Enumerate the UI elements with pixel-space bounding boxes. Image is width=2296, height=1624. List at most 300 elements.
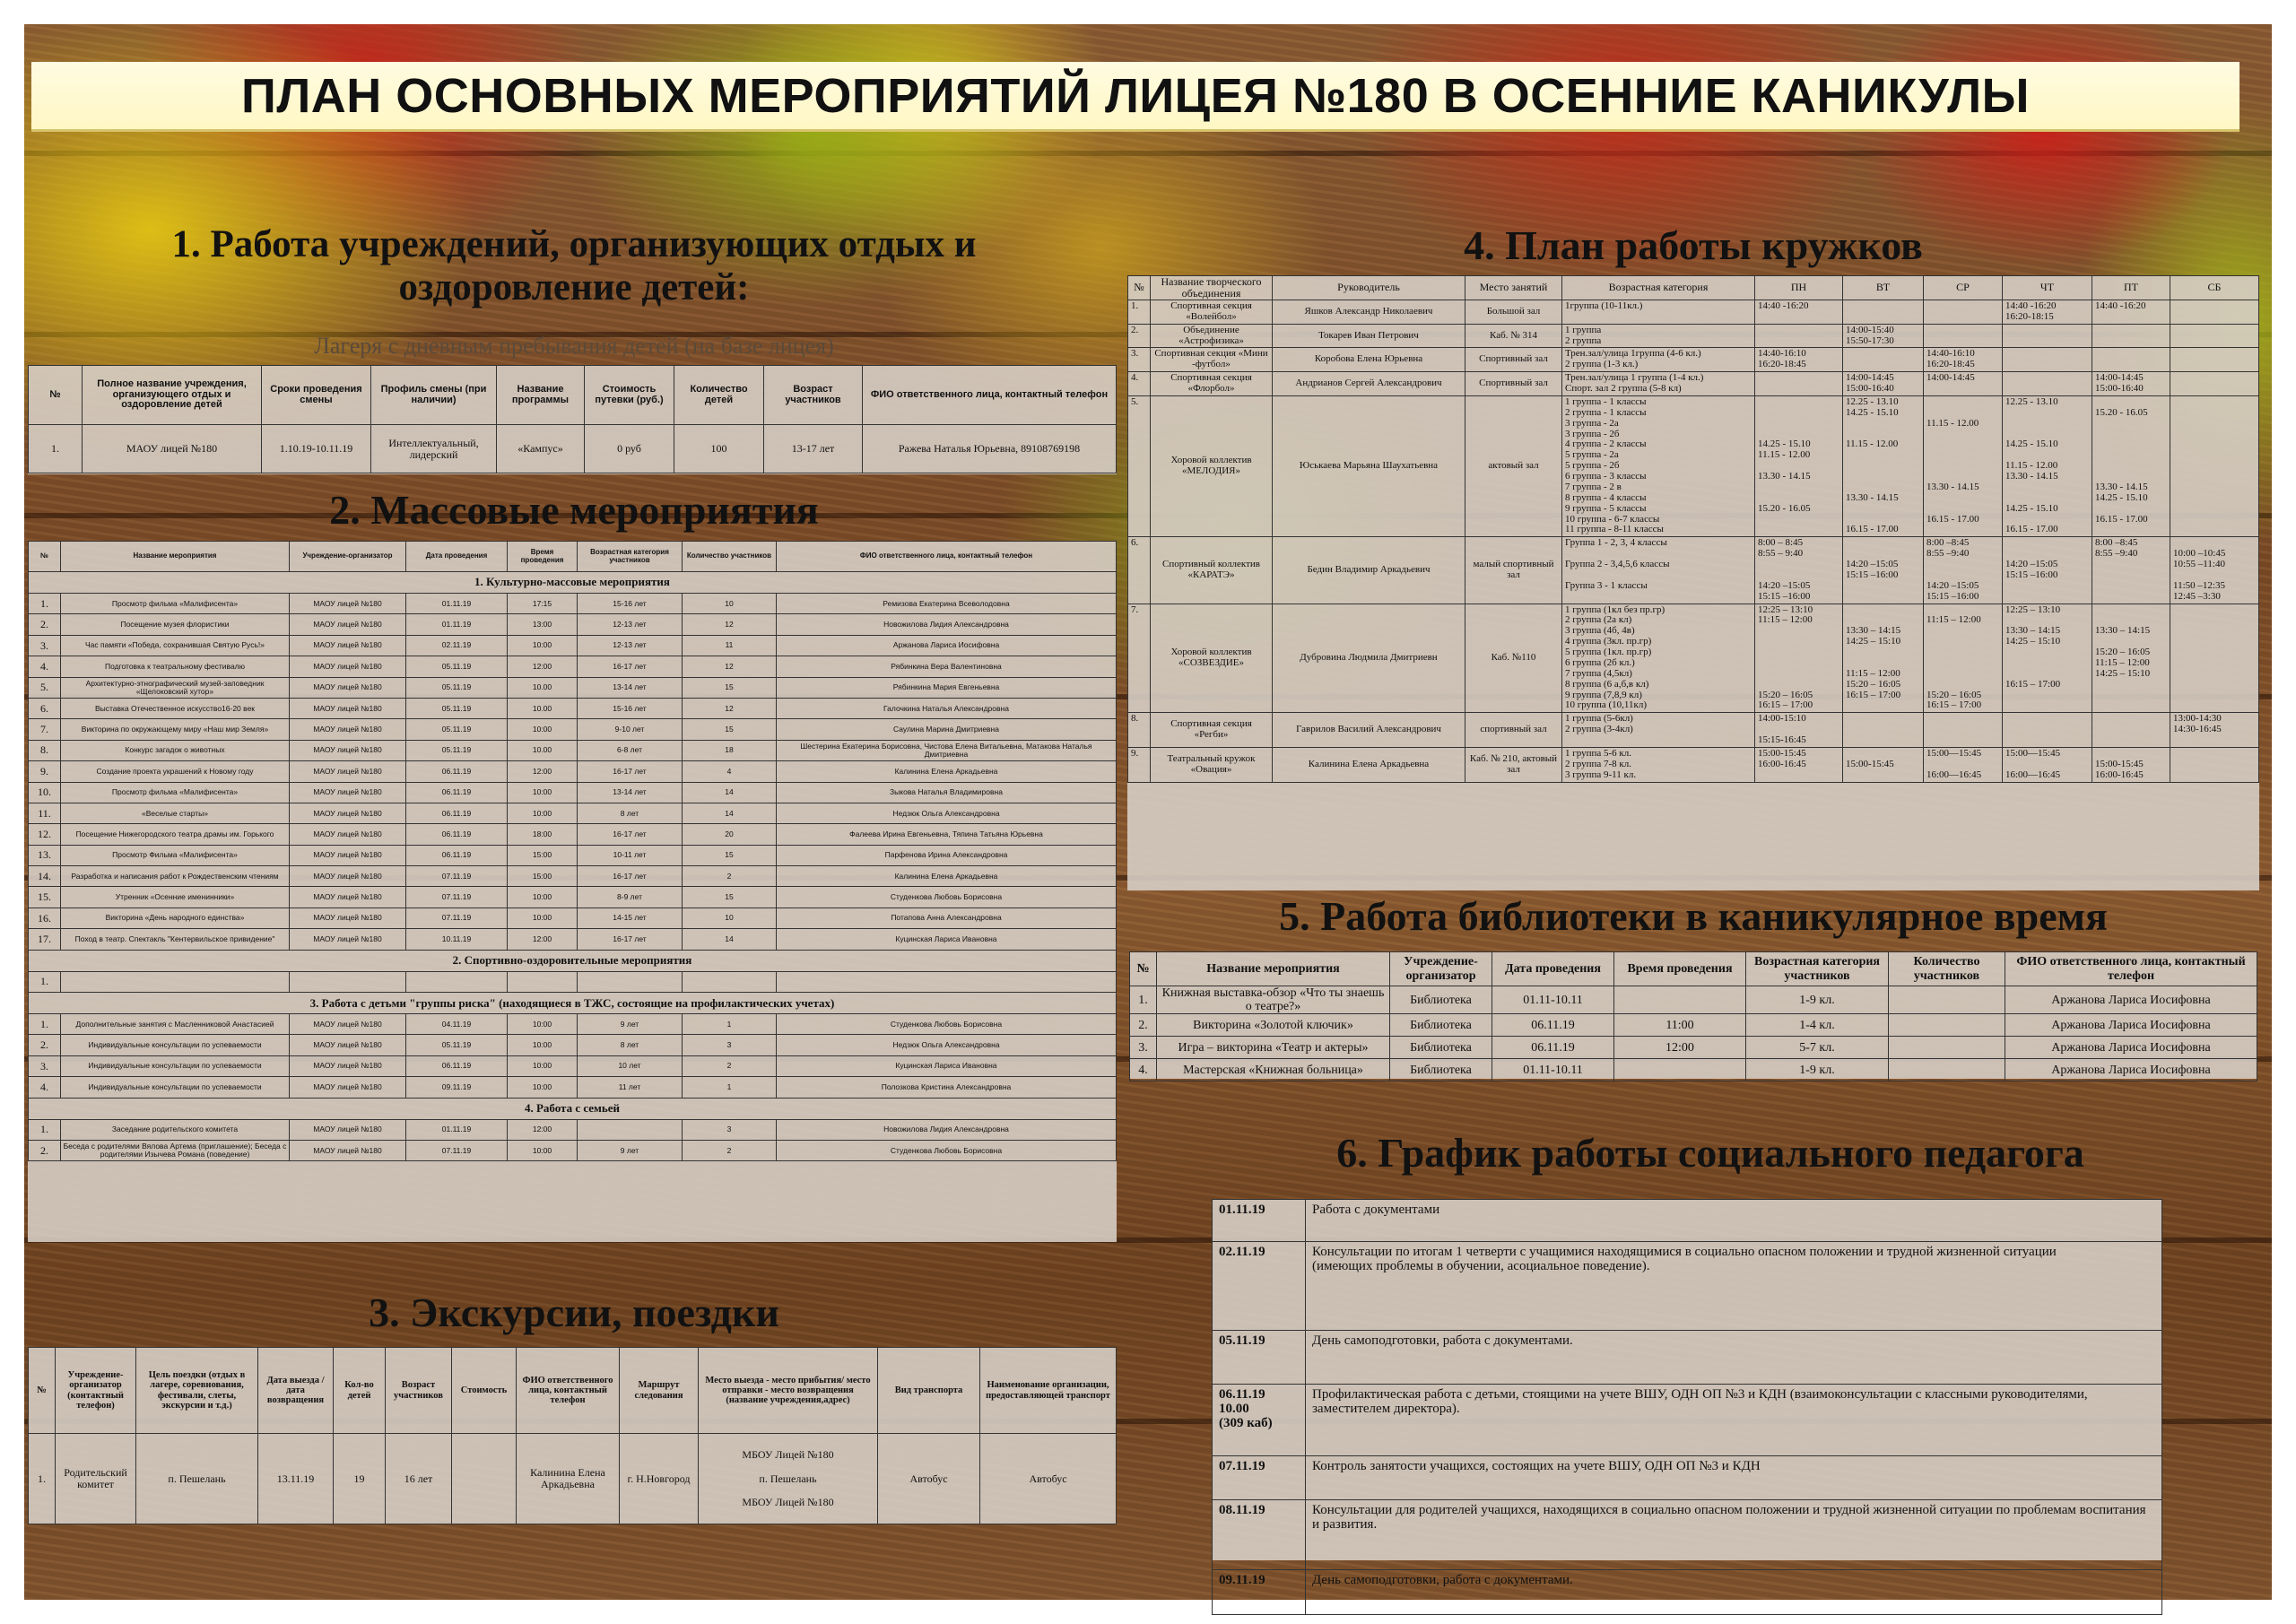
- table-cell: 01.11-10.11: [1492, 1059, 1614, 1081]
- table-cell: 06.11.19: [406, 1055, 508, 1076]
- table-cell: 11.15 - 12.00 13.30 - 14.15 16.15 - 17.00: [1924, 395, 2003, 536]
- s1-table: [28, 365, 1117, 473]
- table-row: [29, 594, 1117, 614]
- page-title: ПЛАН ОСНОВНЫХ МЕРОПРИЯТИЙ ЛИЦЕЯ №180 В ОСЕННИЕ КАНИКУЛЫ: [241, 68, 2030, 123]
- table-cell: Библиотека: [1390, 1059, 1492, 1081]
- schedule-row: [1213, 1500, 2162, 1570]
- table-cell: МАОУ лицей №180: [290, 929, 406, 950]
- s1-title: [31, 223, 1117, 309]
- table-cell: 18:00: [508, 824, 578, 845]
- table-cell: [777, 971, 1117, 992]
- table-cell: Игра – викторина «Театр и актеры»: [1157, 1037, 1390, 1059]
- table-cell: 18: [683, 740, 777, 760]
- table-cell: 15-16 лет: [578, 698, 683, 718]
- table-cell: 10: [683, 908, 777, 928]
- table-cell: [452, 1434, 517, 1524]
- table-cell: 14:40 -16:20: [1755, 300, 1843, 324]
- s2-table: [28, 541, 1117, 1161]
- column-header: ЧТ: [2003, 276, 2092, 300]
- column-header: №: [1128, 276, 1151, 300]
- table-row: [1130, 986, 2257, 1014]
- s1-table-panel: [28, 365, 1117, 474]
- table-cell: 16-17 лет: [578, 761, 683, 782]
- column-header: ФИО ответственного лица, контактный телефон: [2005, 952, 2257, 986]
- column-header: Дата проведения: [406, 542, 508, 572]
- column-header: ВТ: [1843, 276, 1924, 300]
- column-header: Руководитель: [1273, 276, 1465, 300]
- table-cell: Выставка Отечественное искусство16-20 век: [61, 698, 290, 718]
- table-cell: спортивный зал: [1465, 713, 1562, 748]
- column-header: Время проведения: [1614, 952, 1746, 986]
- table-cell: МАОУ лицей №180: [290, 614, 406, 635]
- table-cell: МАОУ лицей №180: [290, 866, 406, 887]
- table-row: [29, 761, 1117, 782]
- table-row: [29, 929, 1117, 950]
- column-header: Кол-во детей: [334, 1348, 386, 1434]
- table-cell: Библиотека: [1390, 1014, 1492, 1037]
- table-cell: [2170, 395, 2259, 536]
- table-row: [29, 782, 1117, 803]
- table-cell: 12: [683, 698, 777, 718]
- table-cell: 2.: [29, 1035, 61, 1055]
- table-cell: 15: [683, 845, 777, 865]
- table-row: [29, 677, 1117, 698]
- table-cell: 13-14 лет: [578, 677, 683, 698]
- table-cell: [1614, 986, 1746, 1014]
- table-row: [29, 908, 1117, 928]
- table-cell: 9-10 лет: [578, 719, 683, 740]
- table-cell: 10:00: [508, 782, 578, 803]
- column-header: Учреждение-организатор: [290, 542, 406, 572]
- table-cell: [2170, 372, 2259, 396]
- column-header: Количество участников: [1889, 952, 2005, 986]
- schedule-date: 01.11.19: [1213, 1200, 1306, 1242]
- table-cell: Заседание родительского комитета: [61, 1119, 290, 1140]
- table-cell: 05.11.19: [406, 698, 508, 718]
- table-cell: 2.: [29, 614, 61, 635]
- table-cell: 15:00—15:45 16:00—16:45: [2003, 747, 2092, 782]
- table-cell: 1 группа (1кл без пр.гр) 2 группа (2а кл) 3 группа (4б, 4в) 4 группа (3кл. пр.гр) 5 группа (1кл. пр.гр) 6 группа (2б кл.) 7 группа (4,5кл) 8 группа (6 а,б,в кл) 9 группа (7,8,9 кл) 10 группа (10,11кл): [1562, 604, 1755, 713]
- table-cell: Аржанова Лариса Иосифовна: [2005, 986, 2257, 1014]
- table-cell: 1 группа 2 группа: [1562, 324, 1755, 348]
- table-cell: 12.25 - 13.10 14.25 - 15.10 11.15 - 12.00 13.30 - 14.15 16.15 - 17.00: [1843, 395, 1924, 536]
- table-cell: 12:00: [508, 1119, 578, 1140]
- s1-title-line-a: 1. Работа учреждений, организующих отдых и: [171, 223, 977, 265]
- table-cell: [1889, 1037, 2005, 1059]
- table-cell: [1755, 324, 1843, 348]
- table-cell: 15: [683, 719, 777, 740]
- column-header: Место выезда - место прибытия/ место отправки - место возвращения (название учреждения,адрес): [699, 1348, 878, 1434]
- category-label: 1. Культурно-массовые мероприятия: [29, 572, 1117, 594]
- table-cell: Студенкова Любовь Борисовна: [777, 1014, 1117, 1035]
- table-cell: МАОУ лицей №180: [290, 635, 406, 656]
- table-cell: 1 группа - 1 классы 2 группа - 1 классы 3 группа - 2а 3 группа - 2б 4 группа - 2 классы 5 группа - 2а 5 группа - 2б 6 группа - 3 классы 7 группа - 2 в 8 группа - 4 классы 9 группа - 5 классы 10 группа - 6-7 классы 11 группа - 8-11 классы: [1562, 395, 1755, 536]
- s3-header-row: [29, 1348, 1117, 1434]
- table-cell: малый спортивный зал: [1465, 537, 1562, 604]
- table-cell: 5.: [1128, 395, 1151, 536]
- schedule-text: Консультации по итогам 1 четверти с учащимися находящимися в социально опасном положении и трудной жизненной ситуации (имеющих проблемы в обучении, асоциальное поведение).: [1306, 1242, 2162, 1331]
- s5-table-panel: [1129, 951, 2257, 1079]
- table-cell: Викторина «Золотой ключик»: [1157, 1014, 1390, 1037]
- club-row: [1128, 324, 2259, 348]
- table-cell: 10.: [29, 782, 61, 803]
- table-cell: 13:30 – 14:15 14:25 – 15:10 11:15 – 12:00 15:20 – 16:05 16:15 – 17:00: [1843, 604, 1924, 713]
- table-row: [29, 866, 1117, 887]
- s6-table: [1212, 1199, 2162, 1615]
- table-cell: 1.: [29, 971, 61, 992]
- table-cell: 16 лет: [386, 1434, 452, 1524]
- table-cell: 4.: [29, 1077, 61, 1098]
- table-cell: [406, 971, 508, 992]
- table-cell: 05.11.19: [406, 656, 508, 677]
- table-cell: 8 лет: [578, 1035, 683, 1055]
- table-cell: 10: [683, 594, 777, 614]
- table-cell: 0 руб: [585, 425, 674, 473]
- table-cell: [508, 971, 578, 992]
- schedule-text: День самоподготовки, работа с документами.: [1306, 1570, 2162, 1615]
- table-cell: Конкурс загадок о животных: [61, 740, 290, 760]
- s2-title: 2. Массовые мероприятия: [329, 487, 819, 533]
- table-row: [29, 614, 1117, 635]
- table-cell: 04.11.19: [406, 1014, 508, 1035]
- table-cell: 15: [683, 887, 777, 908]
- table-cell: 2: [683, 1055, 777, 1076]
- column-header: ФИО ответственного лица, контактный телефон: [863, 366, 1117, 425]
- s3-table-panel: [28, 1347, 1117, 1524]
- table-cell: Поход в театр. Спектакль "Кентервильское привидение": [61, 929, 290, 950]
- table-cell: 20: [683, 824, 777, 845]
- s4-title: 4. План работы кружков: [1464, 222, 1923, 268]
- column-header: Цель поездки (отдых в лагере, соревнования, фестивали, слеты, экскурсии и т.д.): [136, 1348, 258, 1434]
- table-cell: 10.00: [508, 740, 578, 760]
- table-cell: 2: [683, 1140, 777, 1160]
- table-row: [29, 803, 1117, 823]
- schedule-row: [1213, 1331, 2162, 1385]
- table-cell: Создание проекта украшений к Новому году: [61, 761, 290, 782]
- table-cell: 10:00: [508, 803, 578, 823]
- table-cell: МАОУ лицей №180: [290, 887, 406, 908]
- table-cell: 11: [683, 635, 777, 656]
- table-cell: Хоровой коллектив «СОЗВЕЗДИЕ»: [1151, 604, 1273, 713]
- table-cell: 9 лет: [578, 1140, 683, 1160]
- table-cell: 12:25 – 13:10 11:15 – 12:00 15:20 – 16:05 16:15 – 17:00: [1755, 604, 1843, 713]
- table-cell: 06.11.19: [406, 761, 508, 782]
- table-cell: 1группа (10-11кл.): [1562, 300, 1755, 324]
- table-cell: [1889, 986, 2005, 1014]
- table-cell: Недзюк Ольга Александровна: [777, 803, 1117, 823]
- table-cell: 4.: [1128, 372, 1151, 396]
- table-cell: 6.: [1128, 537, 1151, 604]
- table-cell: 4.: [1130, 1059, 1157, 1081]
- table-cell: 05.11.19: [406, 719, 508, 740]
- table-cell: Ражева Наталья Юрьевна, 89108769198: [863, 425, 1117, 473]
- table-cell: 9 лет: [578, 1014, 683, 1035]
- table-cell: 06.11.19: [1492, 1037, 1614, 1059]
- column-header: Вид транспорта: [878, 1348, 980, 1434]
- schedule-row: [1213, 1570, 2162, 1615]
- club-row: [1128, 300, 2259, 324]
- table-row: [29, 845, 1117, 865]
- table-cell: Спортивный зал: [1465, 372, 1562, 396]
- table-row: [29, 656, 1117, 677]
- table-cell: Недзюк Ольга Александровна: [777, 1035, 1117, 1055]
- club-row: [1128, 747, 2259, 782]
- table-cell: 10 лет: [578, 1055, 683, 1076]
- table-cell: 100: [674, 425, 764, 473]
- table-cell: 01.11.19: [406, 1119, 508, 1140]
- table-cell: [1924, 324, 2003, 348]
- table-cell: Калинина Елена Аркадьевна: [517, 1434, 620, 1524]
- schedule-row: [1213, 1200, 2162, 1242]
- table-cell: 8:00 – 8:45 8:55 – 9:40 14:20 –15:05 15:15 –16:00: [1755, 537, 1843, 604]
- table-cell: Рябинкина Мария Евгеньевна: [777, 677, 1117, 698]
- table-cell: 07.11.19: [406, 1140, 508, 1160]
- table-cell: 4.: [29, 656, 61, 677]
- table-cell: [1614, 1059, 1746, 1081]
- column-header: ПН: [1755, 276, 1843, 300]
- table-cell: МАОУ лицей №180: [290, 824, 406, 845]
- table-cell: «Кампус»: [497, 425, 585, 473]
- column-header: Стоимость: [452, 1348, 517, 1434]
- category-row: [29, 1098, 1117, 1119]
- table-cell: 07.11.19: [406, 866, 508, 887]
- table-cell: [2170, 348, 2259, 372]
- table-cell: 05.11.19: [406, 1035, 508, 1055]
- table-cell: 16-17 лет: [578, 866, 683, 887]
- column-header: Дата выезда / дата возвращения: [258, 1348, 334, 1434]
- column-header: Дата проведения: [1492, 952, 1614, 986]
- title-bar: [31, 62, 2239, 132]
- column-header: Количество детей: [674, 366, 764, 425]
- s1-header-row: [29, 366, 1117, 425]
- table-cell: Спортивный зал: [1465, 348, 1562, 372]
- s4-table-panel: [1127, 275, 2259, 890]
- column-header: Возрастная категория: [1562, 276, 1755, 300]
- category-row: [29, 950, 1117, 971]
- table-cell: 07.11.19: [406, 887, 508, 908]
- table-cell: [1924, 713, 2003, 748]
- table-cell: 12.: [29, 824, 61, 845]
- table-cell: Трен.зал/улица 1 группа (1-4 кл.) Спорт. зал 2 группа (5-8 кл): [1562, 372, 1755, 396]
- table-row: [29, 887, 1117, 908]
- table-cell: Разработка и написания работ к Рождественским чтениям: [61, 866, 290, 887]
- table-cell: 12: [683, 656, 777, 677]
- club-row: [1128, 348, 2259, 372]
- table-cell: Хоровой коллектив «МЕЛОДИЯ»: [1151, 395, 1273, 536]
- table-cell: Бедин Владимир Аркадьевич: [1273, 537, 1465, 604]
- table-row: [29, 971, 1117, 992]
- column-header: Стоимость путевки (руб.): [585, 366, 674, 425]
- table-cell: 14.25 - 15.10 11.15 - 12.00 13.30 - 14.15 15.20 - 16.05: [1755, 395, 1843, 536]
- table-cell: Спортивная секция «Мини -футбол»: [1151, 348, 1273, 372]
- table-cell: 12:00: [508, 761, 578, 782]
- club-row: [1128, 395, 2259, 536]
- table-cell: Аржанова Лариса Иосифовна: [2005, 1037, 2257, 1059]
- table-cell: Андрианов Сергей Александрович: [1273, 372, 1465, 396]
- table-cell: Калинина Елена Аркадьевна: [777, 761, 1117, 782]
- table-cell: МАОУ лицей №180: [290, 1035, 406, 1055]
- table-cell: Зыкова Наталья Владимировна: [777, 782, 1117, 803]
- table-cell: 8-9 лет: [578, 887, 683, 908]
- table-cell: 13.11.19: [258, 1434, 334, 1524]
- table-row: [29, 719, 1117, 740]
- table-cell: Автобус: [980, 1434, 1117, 1524]
- table-cell: 2: [683, 866, 777, 887]
- table-cell: 15:00-15:45 16:00-16:45: [2092, 747, 2170, 782]
- table-cell: МАОУ лицей №180: [290, 761, 406, 782]
- place-line: МБОУ Лицей №180: [742, 1496, 834, 1509]
- table-cell: Аржанова Лариса Иосифовна: [2005, 1059, 2257, 1081]
- table-cell: МАОУ лицей №180: [290, 1077, 406, 1098]
- table-cell: МАОУ лицей №180: [290, 1014, 406, 1035]
- column-header: ФИО ответственного лица, контактный телефон: [517, 1348, 620, 1434]
- table-cell: 06.11.19: [406, 845, 508, 865]
- table-cell: п. Пешелань: [136, 1434, 258, 1524]
- table-cell: Театральный кружок «Овация»: [1151, 747, 1273, 782]
- table-cell: МАОУ лицей №180: [290, 1140, 406, 1160]
- s4-header-row: [1128, 276, 2259, 300]
- table-cell: 10:00: [508, 1014, 578, 1035]
- table-cell: [1924, 300, 2003, 324]
- table-cell: Спортивная секция «Флорбол»: [1151, 372, 1273, 396]
- table-cell: Посещение Нижегородского театра драмы им. Горького: [61, 824, 290, 845]
- table-cell: 15:00: [508, 845, 578, 865]
- table-cell: 10.00: [508, 677, 578, 698]
- table-cell: МАОУ лицей №180: [290, 656, 406, 677]
- table-row: [29, 425, 1117, 473]
- table-cell: Просмотр Фильма «Малифисента»: [61, 845, 290, 865]
- table-cell: 14:20 –15:05 15:15 –16:00: [2003, 537, 2092, 604]
- table-cell: 14:20 –15:05 15:15 –16:00: [1843, 537, 1924, 604]
- column-header: ПТ: [2092, 276, 2170, 300]
- s5-header-row: [1130, 952, 2257, 986]
- table-row: [1130, 1037, 2257, 1059]
- table-cell: Объединение «Астрофизика»: [1151, 324, 1273, 348]
- table-cell: Спортивная секция «Волейбол»: [1151, 300, 1273, 324]
- table-cell: 8:00 –8:45 8:55 –9:40: [2092, 537, 2170, 604]
- table-cell: Викторина «День народного единства»: [61, 908, 290, 928]
- s1-subtitle: Лагеря с дневным пребывания детей (на базе лицея): [314, 333, 834, 359]
- table-cell: 1.: [29, 594, 61, 614]
- table-cell: Каб. № 314: [1465, 324, 1562, 348]
- s2-table-panel: [28, 541, 1117, 1242]
- table-cell: Полозкова Кристина Александровна: [777, 1077, 1117, 1098]
- table-cell: «Веселые старты»: [61, 803, 290, 823]
- table-cell: 8.: [1128, 713, 1151, 748]
- column-header: №: [1130, 952, 1157, 986]
- table-cell: 17.: [29, 929, 61, 950]
- table-cell: 15.: [29, 887, 61, 908]
- s3-title: 3. Экскурсии, поездки: [369, 1290, 779, 1335]
- table-cell: Интеллектуальный, лидерский: [371, 425, 497, 473]
- table-cell: Галочкина Наталья Александровна: [777, 698, 1117, 718]
- table-cell: 09.11.19: [406, 1077, 508, 1098]
- table-cell: Студенкова Любовь Борисовна: [777, 1140, 1117, 1160]
- table-cell: 3.: [1130, 1037, 1157, 1059]
- club-row: [1128, 604, 2259, 713]
- table-cell: 14:00-14:45 15:00-16:40: [1843, 372, 1924, 396]
- table-cell: Коробова Елена Юрьевна: [1273, 348, 1465, 372]
- table-cell: 13-17 лет: [764, 425, 863, 473]
- table-cell: Аржанова Лариса Иосифовна: [777, 635, 1117, 656]
- table-cell: 15:00-15:45 16:00-16:45: [1755, 747, 1843, 782]
- schedule-text: День самоподготовки, работа с документами.: [1306, 1331, 2162, 1385]
- table-cell: [2092, 324, 2170, 348]
- table-cell: МАОУ лицей №180: [290, 1119, 406, 1140]
- s6-title: 6. График работы социального педагога: [1336, 1130, 2084, 1176]
- table-cell: [2003, 324, 2092, 348]
- table-cell: 8 лет: [578, 803, 683, 823]
- table-cell: Парфенова Ирина Александровна: [777, 845, 1117, 865]
- column-header: Полное название учреждения, организующего отдых и оздоровление детей: [83, 366, 262, 425]
- table-cell: Архитектурно-этнографический музей-заповедник «Щелоковский хутор»: [61, 677, 290, 698]
- table-cell: МАОУ лицей №180: [83, 425, 262, 473]
- table-cell: 12.25 - 13.10 14.25 - 15.10 11.15 - 12.00 13.30 - 14.15 14.25 - 15.10 16.15 - 17.00: [2003, 395, 2092, 536]
- table-cell: Куцинская Лариса Ивановна: [777, 1055, 1117, 1076]
- category-label: 4. Работа с семьей: [29, 1098, 1117, 1119]
- table-cell: 12:00: [1614, 1037, 1746, 1059]
- column-header: Возрастная категория участников: [1746, 952, 1889, 986]
- place-line: п. Пешелань: [759, 1472, 817, 1485]
- table-row: [29, 824, 1117, 845]
- table-cell: 1 группа (5-6кл) 2 группа (3-4кл): [1562, 713, 1755, 748]
- table-cell: [1889, 1014, 2005, 1037]
- table-cell: 14:00-14:45: [1924, 372, 2003, 396]
- table-cell: 14:00-14:45 15:00-16:40: [2092, 372, 2170, 396]
- table-cell: [1843, 300, 1924, 324]
- table-cell: 06.11.19: [1492, 1014, 1614, 1037]
- schedule-date: 09.11.19: [1213, 1570, 1306, 1615]
- table-cell: Большой зал: [1465, 300, 1562, 324]
- column-header: №: [29, 366, 83, 425]
- table-cell: 14:40-16:10 16:20-18:45: [1755, 348, 1843, 372]
- poster: [24, 24, 2272, 1600]
- schedule-date: 07.11.19: [1213, 1456, 1306, 1500]
- schedule-text: Консультации для родителей учащихся, находящихся в социально опасном положении и трудной жизненной ситуации по проблемам воспитания и развития.: [1306, 1500, 2162, 1570]
- place-cell: [699, 1434, 878, 1524]
- table-cell: 11.: [29, 803, 61, 823]
- s3-table: [28, 1347, 1117, 1524]
- table-cell: Просмотр фильма «Малифисента»: [61, 782, 290, 803]
- table-cell: 2.: [1130, 1014, 1157, 1037]
- club-row: [1128, 372, 2259, 396]
- table-cell: [2092, 713, 2170, 748]
- table-cell: 05.11.19: [406, 740, 508, 760]
- table-cell: 13.: [29, 845, 61, 865]
- table-cell: 11:00: [1614, 1014, 1746, 1037]
- table-cell: Новожилова Лидия Александровна: [777, 614, 1117, 635]
- table-cell: 14:40-16:10 16:20-18:45: [1924, 348, 2003, 372]
- table-cell: [2003, 372, 2092, 396]
- table-cell: 13:00-14:30 14:30-16:45: [2170, 713, 2259, 748]
- table-cell: 8.: [29, 740, 61, 760]
- table-cell: Группа 1 - 2, 3, 4 классы Группа 2 - 3,4,5,6 классы Группа 3 - 1 классы: [1562, 537, 1755, 604]
- table-cell: 9.: [29, 761, 61, 782]
- table-cell: 1: [683, 1014, 777, 1035]
- table-cell: 3.: [1128, 348, 1151, 372]
- club-row: [1128, 537, 2259, 604]
- table-cell: Автобус: [878, 1434, 980, 1524]
- place-line: МБОУ Лицей №180: [742, 1447, 834, 1461]
- schedule-date: 05.11.19: [1213, 1331, 1306, 1385]
- table-cell: 14-15 лет: [578, 908, 683, 928]
- table-cell: 10-11 лет: [578, 845, 683, 865]
- table-cell: Посещение музея флористики: [61, 614, 290, 635]
- s2-header-row: [29, 542, 1117, 572]
- table-cell: 07.11.19: [406, 908, 508, 928]
- table-cell: Утренник «Осенние именинники»: [61, 887, 290, 908]
- table-cell: 6.: [29, 698, 61, 718]
